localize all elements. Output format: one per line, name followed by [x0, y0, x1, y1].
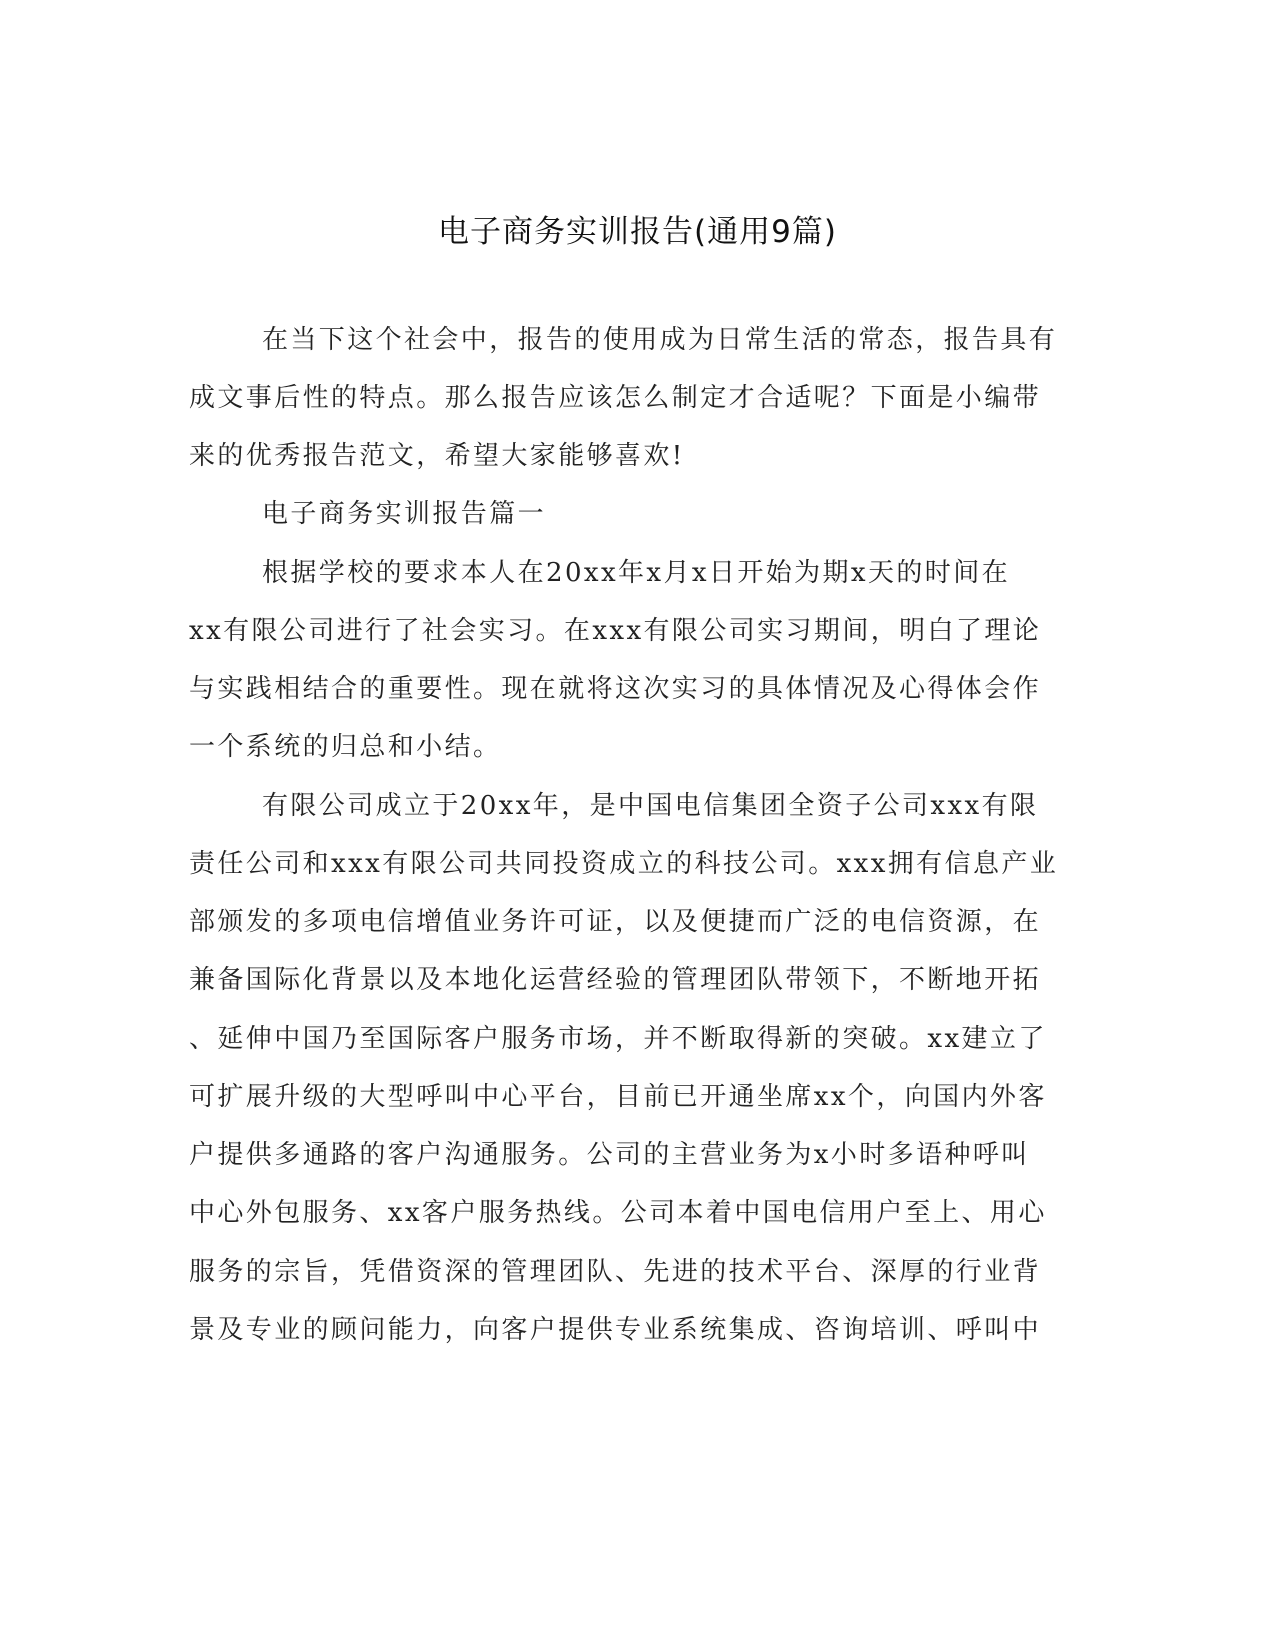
paragraph-line: xx有限公司进行了社会实习。在xxx有限公司实习期间，明白了理论: [189, 616, 1042, 646]
paragraph-line: 兼备国际化背景以及本地化运营经验的管理团队带领下，不断地开拓: [189, 965, 1042, 995]
paragraph-line: 可扩展升级的大型呼叫中心平台，目前已开通坐席xx个，向国内外客: [189, 1082, 1047, 1112]
paragraph-line: 中心外包服务、xx客户服务热线。公司本着中国电信用户至上、用心: [189, 1198, 1047, 1228]
paragraph-line: 根据学校的要求本人在20xx年x月x日开始为期x天的时间在: [262, 558, 1010, 588]
paragraph-line: 户提供多通路的客户沟通服务。公司的主营业务为x小时多语种呼叫: [189, 1140, 1030, 1170]
paragraph-line: 、延伸中国乃至国际客户服务市场，并不断取得新的突破。xx建立了: [189, 1024, 1047, 1054]
section-heading: 电子商务实训报告篇一: [262, 499, 547, 529]
paragraph-line: 来的优秀报告范文，希望大家能够喜欢!: [189, 441, 685, 471]
paragraph-line: 成文事后性的特点。那么报告应该怎么制定才合适呢？下面是小编带: [189, 383, 1042, 413]
paragraph-line: 一个系统的归总和小结。: [189, 732, 502, 762]
paragraph-line: 景及专业的顾问能力，向客户提供专业系统集成、咨询培训、呼叫中: [189, 1315, 1042, 1345]
paragraph-line: 服务的宗旨，凭借资深的管理团队、先进的技术平台、深厚的行业背: [189, 1257, 1042, 1287]
paragraph-line: 在当下这个社会中，报告的使用成为日常生活的常态，报告具有: [262, 325, 1058, 355]
document-title: 电子商务实训报告(通用9篇): [438, 214, 837, 250]
paragraph-line: 与实践相结合的重要性。现在就将这次实习的具体情况及心得体会作: [189, 674, 1042, 704]
paragraph-line: 责任公司和xxx有限公司共同投资成立的科技公司。xxx拥有信息产业: [189, 849, 1059, 879]
paragraph-line: 部颁发的多项电信增值业务许可证，以及便捷而广泛的电信资源，在: [189, 907, 1042, 937]
paragraph-line: 有限公司成立于20xx年，是中国电信集团全资子公司xxx有限: [262, 791, 1039, 821]
